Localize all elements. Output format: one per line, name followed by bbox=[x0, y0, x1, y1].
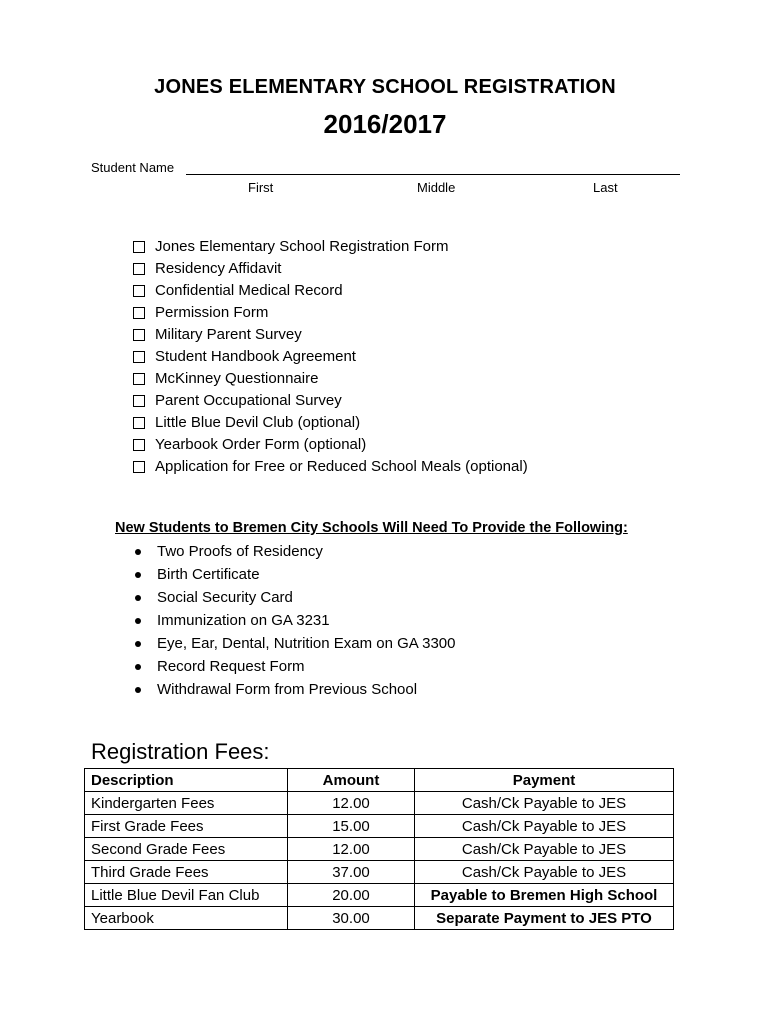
fee-amount: 12.00 bbox=[288, 838, 415, 861]
fee-payment: Cash/Ck Payable to JES bbox=[415, 838, 674, 861]
fee-payment: Separate Payment to JES PTO bbox=[415, 907, 674, 930]
checklist-item bbox=[133, 434, 528, 456]
list-item-label: Withdrawal Form from Previous School bbox=[157, 680, 418, 698]
column-header-amount: Amount bbox=[288, 769, 415, 792]
checklist-item bbox=[133, 390, 528, 412]
bullet-icon bbox=[135, 549, 141, 555]
list-item bbox=[135, 563, 456, 586]
checkbox[interactable] bbox=[133, 285, 145, 297]
list-item bbox=[135, 678, 456, 701]
checkbox[interactable] bbox=[133, 263, 145, 275]
checklist-item bbox=[133, 412, 528, 434]
fee-payment: Cash/Ck Payable to JES bbox=[415, 861, 674, 884]
list-item-label: Social Security Card bbox=[157, 588, 293, 606]
first-name-caption: First bbox=[248, 180, 274, 195]
checklist-item-label: Residency Affidavit bbox=[155, 260, 282, 277]
checklist-item bbox=[133, 236, 528, 258]
checkbox[interactable] bbox=[133, 439, 145, 451]
list-item bbox=[135, 632, 456, 655]
checklist-item-label: Parent Occupational Survey bbox=[155, 392, 342, 409]
checklist-item bbox=[133, 456, 528, 478]
list-item bbox=[135, 655, 456, 678]
page-title: JONES ELEMENTARY SCHOOL REGISTRATION bbox=[154, 76, 616, 98]
checkbox[interactable] bbox=[133, 307, 145, 319]
checkbox[interactable] bbox=[133, 351, 145, 363]
fee-payment: Cash/Ck Payable to JES bbox=[415, 815, 674, 838]
list-item-label: Record Request Form bbox=[157, 657, 305, 675]
fee-amount: 15.00 bbox=[288, 815, 415, 838]
bullet-icon bbox=[135, 687, 141, 693]
middle-name-caption: Middle bbox=[417, 180, 456, 195]
checkbox[interactable] bbox=[133, 241, 145, 253]
fee-amount: 20.00 bbox=[288, 884, 415, 907]
checklist-item bbox=[133, 346, 528, 368]
fee-description: First Grade Fees bbox=[85, 815, 288, 838]
checklist-item-label: Little Blue Devil Club (optional) bbox=[155, 414, 361, 431]
checklist-item-label: Permission Form bbox=[155, 304, 269, 321]
checklist-item bbox=[133, 280, 528, 302]
fee-description: Yearbook bbox=[85, 907, 288, 930]
checklist-item-label: Student Handbook Agreement bbox=[155, 348, 356, 365]
table-row bbox=[85, 907, 674, 930]
fees-table bbox=[84, 768, 674, 930]
last-name-caption: Last bbox=[593, 180, 618, 195]
fee-description: Little Blue Devil Fan Club bbox=[85, 884, 288, 907]
checklist-item-label: Confidential Medical Record bbox=[155, 282, 343, 299]
fee-amount: 30.00 bbox=[288, 907, 415, 930]
list-item-label: Birth Certificate bbox=[157, 565, 260, 583]
list-item-label: Two Proofs of Residency bbox=[157, 542, 323, 560]
new-students-heading: New Students to Bremen City Schools Will Need To Provide the Following: bbox=[115, 520, 628, 536]
bullet-icon bbox=[135, 618, 141, 624]
list-item-label: Eye, Ear, Dental, Nutrition Exam on GA 3300 bbox=[157, 634, 456, 652]
fee-description: Kindergarten Fees bbox=[85, 792, 288, 815]
student-name-field[interactable] bbox=[186, 174, 680, 175]
list-item-label: Immunization on GA 3231 bbox=[157, 611, 330, 629]
column-header-description: Description bbox=[85, 769, 288, 792]
checkbox[interactable] bbox=[133, 461, 145, 473]
column-header-payment: Payment bbox=[415, 769, 674, 792]
bullet-icon bbox=[135, 641, 141, 647]
document-checklist bbox=[133, 236, 528, 478]
table-row bbox=[85, 838, 674, 861]
checklist-item bbox=[133, 302, 528, 324]
requirements-list bbox=[135, 540, 456, 701]
table-row bbox=[85, 792, 674, 815]
list-item bbox=[135, 540, 456, 563]
checkbox[interactable] bbox=[133, 373, 145, 385]
school-year: 2016/2017 bbox=[323, 109, 447, 139]
checklist-item bbox=[133, 258, 528, 280]
fee-payment: Cash/Ck Payable to JES bbox=[415, 792, 674, 815]
fee-amount: 12.00 bbox=[288, 792, 415, 815]
list-item bbox=[135, 586, 456, 609]
checklist-item-label: Application for Free or Reduced School Meals (optional) bbox=[155, 458, 528, 475]
table-row bbox=[85, 884, 674, 907]
checkbox[interactable] bbox=[133, 417, 145, 429]
checklist-item bbox=[133, 368, 528, 390]
checklist-item-label: Jones Elementary School Registration Form bbox=[155, 238, 449, 255]
fees-heading: Registration Fees: bbox=[91, 739, 270, 764]
bullet-icon bbox=[135, 572, 141, 578]
checklist-item bbox=[133, 324, 528, 346]
checklist-item-label: Yearbook Order Form (optional) bbox=[155, 436, 367, 453]
student-name-label: Student Name bbox=[91, 160, 175, 175]
table-row bbox=[85, 861, 674, 884]
table-header-row bbox=[85, 769, 674, 792]
table-row bbox=[85, 815, 674, 838]
fee-amount: 37.00 bbox=[288, 861, 415, 884]
bullet-icon bbox=[135, 595, 141, 601]
checklist-item-label: McKinney Questionnaire bbox=[155, 370, 319, 387]
checklist-item-label: Military Parent Survey bbox=[155, 326, 302, 343]
fee-description: Second Grade Fees bbox=[85, 838, 288, 861]
fee-description: Third Grade Fees bbox=[85, 861, 288, 884]
list-item bbox=[135, 609, 456, 632]
fee-payment: Payable to Bremen High School bbox=[415, 884, 674, 907]
checkbox[interactable] bbox=[133, 395, 145, 407]
bullet-icon bbox=[135, 664, 141, 670]
checkbox[interactable] bbox=[133, 329, 145, 341]
